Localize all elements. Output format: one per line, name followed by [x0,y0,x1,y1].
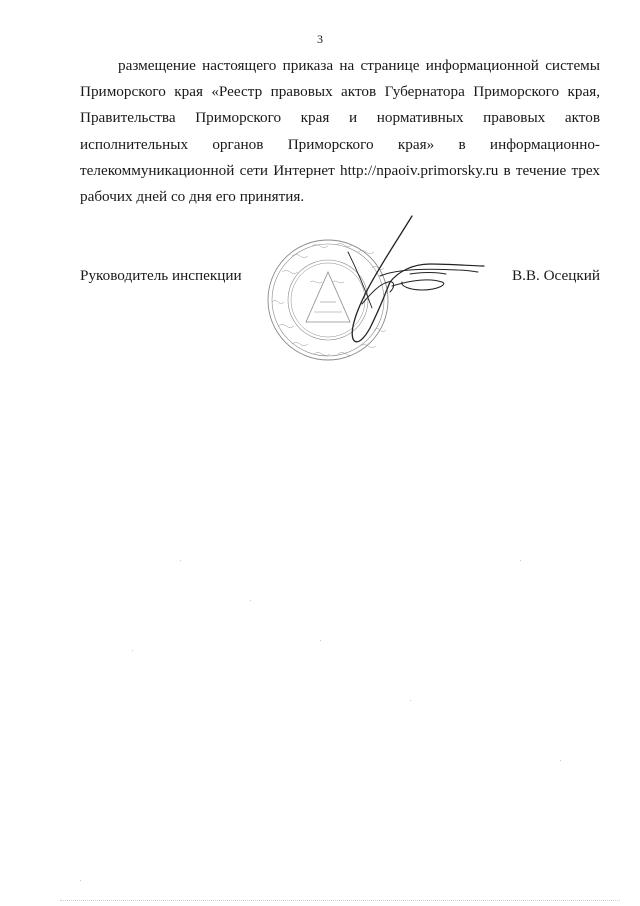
scan-speck [410,700,411,701]
scan-edge-rule [60,900,620,902]
body-paragraph [80,53,600,210]
paragraph-line: Приморского края «Реестр правовых актов Губернатора Приморского края, [80,83,600,101]
scan-speck [132,650,133,651]
handwritten-signature-icon [348,216,484,342]
signatory-title: Руководитель инспекции [80,267,242,284]
scan-speck [320,640,321,641]
signatory-name: В.В. Осецкий [511,267,600,284]
paragraph-line: размещение настоящего приказа на странице информационной системы [118,57,600,74]
scan-speck [180,560,181,561]
stamp-seal-icon [268,240,388,360]
scan-speck [80,880,81,881]
paragraph-line: исполнительных органов Приморского края» в информационно- [80,135,600,153]
scan-speck [250,600,251,601]
scan-speck [560,760,561,761]
official-stamp-with-signature [262,212,492,382]
page-number: 3 [317,32,323,46]
paragraph-line: телекоммуникационной сети Интернет http://npaoiv.primorsky.ru в течение трех [80,161,600,179]
paragraph-line: рабочих дней со дня его принятия. [80,188,305,206]
paragraph-line: Правительства Приморского края и нормативных правовых актов [80,109,600,127]
scan-speck [520,560,521,561]
